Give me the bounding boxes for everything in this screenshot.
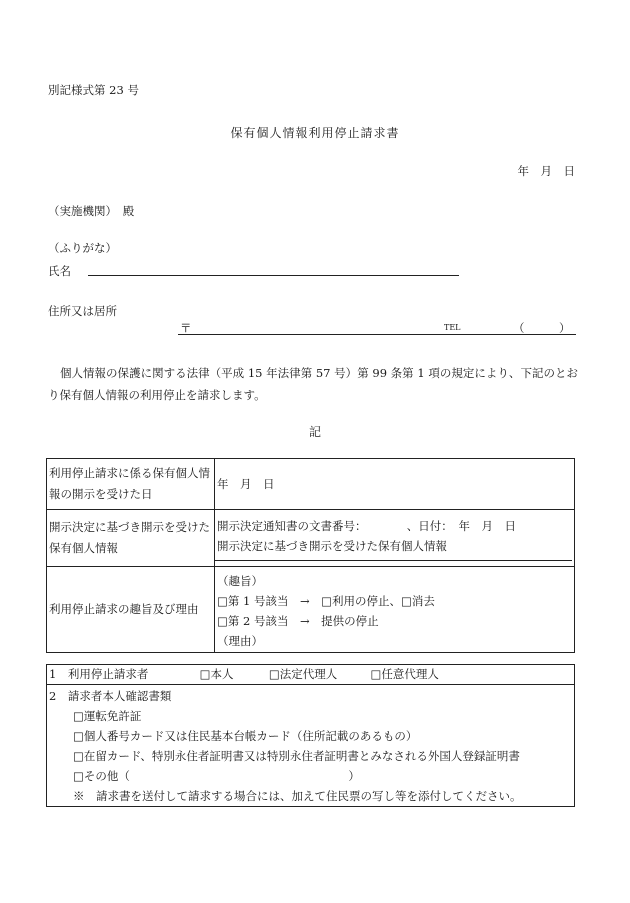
- name-field[interactable]: [88, 275, 459, 276]
- item2-option[interactable]: □第 2 号該当 → 提供の停止: [217, 613, 379, 628]
- furigana-label: （ふりがな）: [48, 241, 117, 255]
- requester-id-table: [46, 664, 575, 807]
- requester-type-heading: 1 利用停止請求者: [49, 666, 149, 681]
- checkbox-self[interactable]: □本人: [199, 666, 234, 681]
- ki-heading: 記: [308, 425, 321, 439]
- table-row: [47, 567, 575, 653]
- form-number: 別記様式第 23 号: [48, 83, 139, 97]
- purpose-label: （趣旨）: [217, 573, 263, 588]
- mailing-note: ※ 請求書を送付して請求する場合には、加えて住民票の写し等を添付してください。: [73, 788, 522, 803]
- address-field[interactable]: [178, 334, 576, 335]
- name-label: 氏名: [48, 264, 71, 278]
- reason-label: （理由）: [217, 633, 263, 648]
- table-row: [47, 510, 575, 567]
- checkbox-drivers-license[interactable]: □運転免許証: [73, 708, 142, 723]
- purpose-reason-label: 利用停止請求の趣旨及び理由: [47, 567, 215, 653]
- checkbox-my-number-card[interactable]: □個人番号カード又は住民基本台帳カード（住所記載のあるもの）: [73, 728, 418, 743]
- disclosed-info-field[interactable]: [215, 510, 575, 567]
- table-row: [47, 685, 575, 807]
- tel-label: TEL: [444, 323, 461, 332]
- address-label: 住所又は居所: [48, 304, 117, 318]
- table-row: [47, 459, 575, 510]
- request-statement: 個人情報の保護に関する法律（平成 15 年法律第 57 号）第 99 条第 1 項の規定により、下記のとおり保有個人情報の利用停止を請求します。: [48, 366, 578, 402]
- item1-option[interactable]: □第 1 号該当 → □利用の停止、□消去: [217, 593, 435, 608]
- tel-area-code: （ ）: [513, 321, 571, 335]
- document-number-line: 開示決定通知書の文書番号： 、日付： 年 月 日: [217, 518, 516, 533]
- disclosed-info-label: 開示決定に基づき開示を受けた保有個人情報: [47, 510, 215, 567]
- addressee-agency: （実施機関） 殿: [48, 204, 135, 218]
- disclosed-info-underline: [215, 560, 572, 561]
- disclosure-date-label: 利用停止請求に係る保有個人情報の開示を受けた日: [47, 459, 215, 510]
- checkbox-residence-card[interactable]: □在留カード、特別永住者証明書又は特別永住者証明書とみなされる外国人登録証明書: [73, 748, 520, 763]
- postal-mark: 〒: [180, 321, 192, 335]
- form-title: 保有個人情報利用停止請求書: [230, 126, 400, 140]
- purpose-reason-field[interactable]: [215, 567, 575, 653]
- table-row: [47, 665, 575, 685]
- id-documents-heading: 2 請求者本人確認書類: [49, 688, 172, 703]
- checkbox-other[interactable]: □その他（ ）: [73, 768, 360, 783]
- id-documents-cell: [47, 685, 575, 807]
- disclosure-date-value: 年 月 日: [217, 477, 275, 492]
- request-date[interactable]: 年 月 日: [517, 164, 575, 178]
- requester-type-cell: [47, 665, 575, 685]
- checkbox-legal-agent[interactable]: □法定代理人: [268, 666, 338, 681]
- disclosed-info-line: 開示決定に基づき開示を受けた保有個人情報: [217, 538, 447, 553]
- disclosure-date-field[interactable]: [215, 459, 575, 510]
- request-details-table: [46, 458, 575, 653]
- checkbox-voluntary-agent[interactable]: □任意代理人: [370, 666, 439, 681]
